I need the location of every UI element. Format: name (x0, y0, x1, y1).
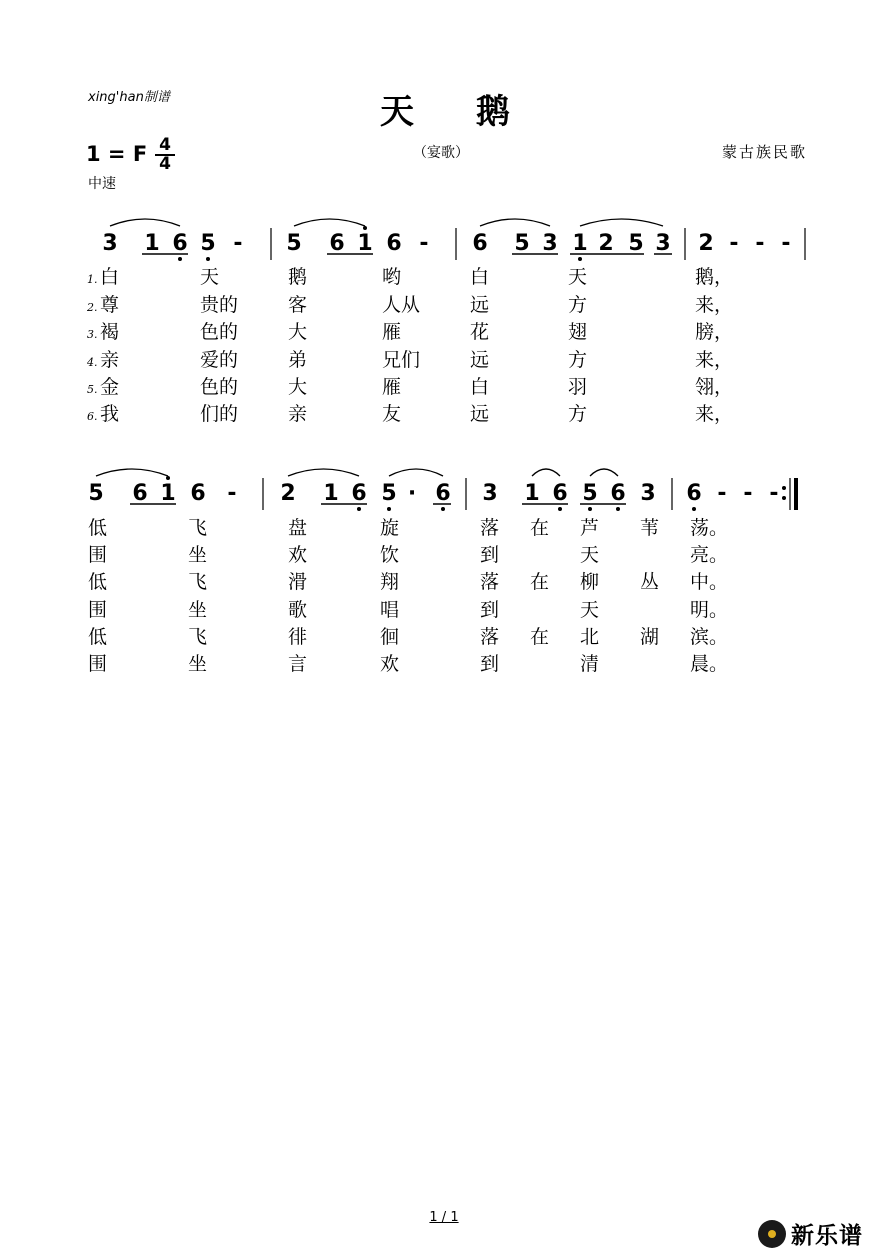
slur-arc (532, 469, 560, 476)
lyric-syllable: 亲 (288, 403, 308, 425)
song-title: 天鹅 (380, 92, 572, 132)
dash-mark: - (729, 231, 739, 256)
lyric-syllable: 围 (88, 599, 108, 621)
lyric-syllable: 到 (480, 544, 500, 566)
time-signature-top: 4 (159, 135, 171, 155)
page-number: 1 / 1 (429, 1210, 459, 1225)
verse-number: 4. (87, 356, 98, 369)
dash-mark: - (781, 231, 791, 256)
slur-arc (110, 219, 180, 226)
lower-octave-dot (588, 507, 592, 511)
lyric-syllable: 金 (100, 376, 120, 398)
lyric-syllable: 人从 (382, 294, 421, 316)
lyric-syllable: 到 (480, 653, 500, 675)
dash-mark: - (227, 481, 237, 506)
lyric-syllable: 亲 (100, 349, 120, 371)
note-1: 1 (144, 231, 160, 256)
note-6: 6 (386, 231, 402, 256)
note-6: 6 (686, 481, 702, 506)
lyric-syllable: 鹅 (288, 266, 308, 288)
lyric-syllable: 言 (288, 653, 308, 675)
verse-number: 6. (87, 410, 98, 423)
note-5: 5 (628, 231, 644, 256)
key-signature: 1 = F (86, 142, 148, 166)
score-line-1-lyrics (86, 266, 733, 425)
lower-octave-dot (578, 257, 582, 261)
lyric-syllable: 围 (88, 653, 108, 675)
note-6: 6 (190, 481, 206, 506)
lower-octave-dot (387, 507, 391, 511)
lyric-syllable: 色的 (200, 376, 239, 398)
lyric-syllable: 贵的 (200, 294, 239, 316)
lyric-syllable: 友 (382, 403, 402, 425)
note-1: 1 (160, 481, 176, 506)
lyric-syllable: 来， (695, 349, 734, 371)
note-3: 3 (482, 481, 498, 506)
lyric-syllable: 低 (88, 626, 108, 648)
lyric-syllable: 天 (580, 544, 600, 566)
lyric-syllable: 来， (695, 403, 734, 425)
lyric-syllable: 哟 (382, 266, 402, 288)
verse-number: 2. (87, 301, 98, 314)
note-2: 2 (698, 231, 714, 256)
lyric-syllable: 翅 (568, 321, 588, 343)
lyric-syllable: 天 (200, 266, 220, 288)
note-3: 3 (102, 231, 118, 256)
note-5: 5 (381, 481, 397, 506)
site-logo (758, 1217, 863, 1250)
note-2: 2 (598, 231, 614, 256)
lyric-syllable: 低 (88, 571, 108, 593)
dash-mark: - (769, 481, 779, 506)
lyric-syllable: 翎， (695, 376, 734, 398)
repeat-dot (782, 496, 786, 500)
lyric-syllable: 盘 (288, 517, 308, 539)
score-line-1-notes (102, 231, 790, 256)
lyric-syllable: 北 (580, 626, 600, 648)
upper-octave-dot (166, 476, 170, 480)
lyric-syllable: 湖 (640, 626, 660, 648)
note-5: 5 (582, 481, 598, 506)
note-5: 5 (88, 481, 104, 506)
lyric-syllable: 在 (530, 517, 550, 539)
dash-mark: - (743, 481, 753, 506)
lower-octave-dot (616, 507, 620, 511)
upper-octave-dot (363, 226, 367, 230)
dash-mark: - (233, 231, 243, 256)
lyric-syllable: 唱 (380, 599, 400, 621)
lyric-syllable: 明。 (690, 599, 729, 621)
slur-arc (580, 219, 663, 226)
slur-arc (590, 469, 618, 476)
note-3: 3 (542, 231, 558, 256)
note-6: 6 (329, 231, 345, 256)
lower-octave-dot (692, 507, 696, 511)
lyric-syllable: 膀， (695, 321, 734, 343)
verse-number: 1. (87, 273, 98, 286)
lyric-syllable: 旋 (380, 517, 400, 539)
lyric-syllable: 在 (530, 571, 550, 593)
lyric-syllable: 色的 (200, 321, 239, 343)
lyric-syllable: 飞 (188, 517, 208, 539)
lyric-syllable: 饮 (380, 544, 400, 566)
lyric-syllable: 中。 (690, 571, 729, 593)
note-1: 1 (524, 481, 540, 506)
note-6: 6 (472, 231, 488, 256)
lyric-syllable: 方 (568, 294, 588, 316)
lower-octave-dot (357, 507, 361, 511)
score-line-2-lyrics (88, 517, 728, 675)
dash-mark: - (755, 231, 765, 256)
lyric-syllable: 坐 (188, 653, 208, 675)
dash-mark: - (419, 231, 429, 256)
lyric-syllable: 落 (480, 571, 500, 593)
lyric-syllable: 客 (288, 294, 308, 316)
note-6: 6 (172, 231, 188, 256)
note-6: 6 (552, 481, 568, 506)
repeat-dot (782, 486, 786, 490)
logo-text: 新乐谱 (791, 1223, 863, 1249)
lyric-syllable: 爱的 (200, 349, 239, 371)
lyric-syllable: 远 (470, 294, 490, 316)
lyric-syllable: 滨。 (690, 626, 729, 648)
slur-arc (288, 469, 359, 476)
slur-arc (294, 219, 365, 226)
dot-mark: · (407, 481, 417, 506)
lyric-syllable: 大 (288, 321, 308, 343)
lyric-syllable: 白 (100, 266, 120, 288)
arranger-credit: xing'han制谱 (88, 90, 170, 105)
lower-octave-dot (178, 257, 182, 261)
lyric-syllable: 远 (470, 403, 490, 425)
lyric-syllable: 丛 (640, 571, 660, 593)
verse-number: 5. (87, 383, 98, 396)
note-5: 5 (200, 231, 216, 256)
lower-octave-dot (558, 507, 562, 511)
lyric-syllable: 歌 (288, 599, 308, 621)
lyric-syllable: 芦 (580, 517, 600, 539)
lyric-syllable: 到 (480, 599, 500, 621)
lyric-syllable: 远 (470, 349, 490, 371)
lyric-syllable: 晨。 (690, 653, 729, 675)
lyric-syllable: 落 (480, 626, 500, 648)
time-signature-bottom: 4 (159, 154, 171, 174)
lyric-syllable: 白 (470, 376, 490, 398)
record-disc-icon (758, 1220, 786, 1248)
lyric-syllable: 坐 (188, 544, 208, 566)
lower-octave-dot (441, 507, 445, 511)
lyric-syllable: 低 (88, 517, 108, 539)
song-origin: 蒙古族民歌 (722, 143, 808, 161)
lyric-syllable: 落 (480, 517, 500, 539)
dash-mark: - (717, 481, 727, 506)
lyric-syllable: 苇 (640, 517, 660, 539)
lyric-syllable: 方 (568, 403, 588, 425)
lyric-syllable: 花 (470, 321, 490, 343)
lyric-syllable: 鹅， (695, 266, 734, 288)
note-1: 1 (572, 231, 588, 256)
lyric-syllable: 欢 (288, 544, 308, 566)
lyric-syllable: 欢 (380, 653, 400, 675)
song-subtitle: （宴歌） (413, 145, 469, 161)
lyric-syllable: 飞 (188, 571, 208, 593)
note-3: 3 (640, 481, 656, 506)
lyric-syllable: 柳 (580, 571, 600, 593)
lyric-syllable: 雁 (382, 321, 402, 343)
lyric-syllable: 弟 (288, 349, 308, 371)
note-6: 6 (610, 481, 626, 506)
note-1: 1 (323, 481, 339, 506)
lyric-syllable: 大 (288, 376, 308, 398)
note-6: 6 (132, 481, 148, 506)
lyric-syllable: 褐 (100, 321, 120, 343)
lyric-syllable: 方 (568, 349, 588, 371)
lyric-syllable: 翔 (380, 571, 400, 593)
page-footer (0, 1210, 888, 1225)
note-5: 5 (286, 231, 302, 256)
lyric-syllable: 围 (88, 544, 108, 566)
lyric-syllable: 们的 (200, 403, 239, 425)
note-1: 1 (357, 231, 373, 256)
lyric-syllable: 飞 (188, 626, 208, 648)
score-line-2-notes (88, 481, 778, 506)
note-6: 6 (435, 481, 451, 506)
lyric-syllable: 兄们 (382, 349, 421, 371)
lyric-syllable: 来， (695, 294, 734, 316)
lyric-syllable: 荡。 (690, 517, 729, 539)
verse-number: 3. (87, 328, 98, 341)
lyric-syllable: 清 (580, 653, 600, 675)
lyric-syllable: 在 (530, 626, 550, 648)
lyric-syllable: 徊 (380, 626, 400, 648)
lower-octave-dot (206, 257, 210, 261)
note-3: 3 (655, 231, 671, 256)
lyric-syllable: 亮。 (690, 544, 729, 566)
note-5: 5 (514, 231, 530, 256)
lyric-syllable: 尊 (100, 294, 120, 316)
lyric-syllable: 我 (100, 403, 120, 425)
note-2: 2 (280, 481, 296, 506)
slur-arc (96, 469, 168, 476)
slur-arc (480, 219, 550, 226)
lyric-syllable: 坐 (188, 599, 208, 621)
lyric-syllable: 雁 (382, 376, 402, 398)
slur-arc (389, 469, 443, 476)
lyric-syllable: 白 (470, 266, 490, 288)
lyric-syllable: 滑 (288, 571, 308, 593)
lyric-syllable: 天 (580, 599, 600, 621)
lyric-syllable: 徘 (288, 626, 308, 648)
lyric-syllable: 羽 (568, 376, 588, 398)
tempo-marking: 中速 (88, 176, 116, 192)
lyric-syllable: 天 (568, 266, 588, 288)
note-6: 6 (351, 481, 367, 506)
